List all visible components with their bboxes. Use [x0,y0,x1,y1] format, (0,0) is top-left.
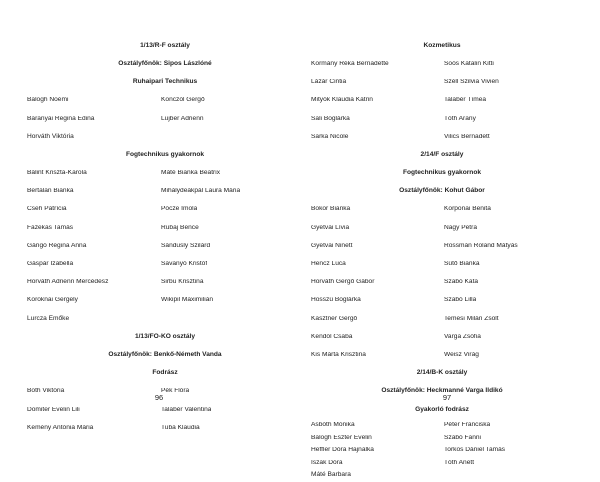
student-name: Bokor Bianka [311,206,351,213]
student-name-row [27,273,303,291]
student-name: Péter Franciska [444,421,491,428]
student-name: Bertalan Bianka [27,188,74,195]
student-name-row [311,92,573,110]
student-name-row [27,92,303,110]
student-name-row [311,457,573,470]
student-name: Nagy Petra [444,224,477,231]
student-name: Máté Barbara [311,471,351,479]
student-name: Tóth Anett [444,459,475,466]
left-page-number: 96 [154,393,164,402]
student-name-row [311,201,573,219]
student-name: Mihálydeákpál Laura Mária [161,188,241,195]
section-heading: Osztályfőnök: Sipos Lászlóné [118,59,212,67]
student-name: Balogh Eszter Evelin [311,434,372,441]
student-name: Szabó Kata [444,279,479,286]
section-heading: 1/13/R-F osztály [140,41,190,49]
section-heading: Osztályfőnök: Heckmanné Varga Ildikó [381,387,503,395]
student-name-row [311,419,573,432]
left-page [27,0,303,431]
student-name: Talabér Tímea [444,97,487,104]
student-name: Sütő Bianka [444,261,480,268]
section-heading: Fodrász [152,369,178,377]
student-name: Asbóth Mónika [311,421,355,428]
student-name-row [27,164,303,182]
section-heading: 2/14/B-K osztály [416,369,468,377]
student-name: Széll Szilvia Vivien [444,79,499,86]
student-name-row [27,401,303,419]
student-name: Sarka Nicole [311,133,349,140]
student-name: Both Viktória [27,388,65,395]
student-name-row [311,55,573,73]
student-name: Gángó Regina Anna [27,242,87,249]
student-name-row [311,444,573,457]
student-name-row [311,310,573,328]
student-name: Szabó Fanni [444,434,482,441]
student-name: Szabó Lilla [444,297,477,304]
student-name: Gáspár Izabella [27,261,74,268]
right-page-class-list [311,37,573,482]
student-name: Iszak Dóra [311,459,343,466]
student-name: Fazekas Tamás [27,224,74,231]
student-name: Hosszú Boglárka [311,297,361,304]
student-name: Korponai Benita [444,206,491,213]
student-name: Horváth Viktória [27,132,74,140]
student-name: Kasztner Gergő [311,315,358,322]
section-heading: Gyakorló fodrász [415,405,469,413]
student-name: Koroknai Gergely [27,297,78,304]
student-name: Sirbu Krisztina [161,279,204,286]
student-name-row [27,201,303,219]
student-name: Rossmán Roland Mátyás [444,242,518,249]
student-name-row [311,219,573,237]
student-name: Tóth Arany [444,115,476,122]
section-heading: Osztályfőnök: Kohut Gábor [399,187,485,195]
student-name: Kis Márta Krisztina [311,351,366,358]
student-name-row [311,110,573,128]
student-name: Kormány Réka Bernadette [311,60,389,67]
student-name-row [27,237,303,255]
student-name-row [27,255,303,273]
student-name-row [311,237,573,255]
student-name: Baranyai Regina Edina [27,115,95,122]
student-name-row [311,328,573,346]
student-name: Lujber Adrienn [161,115,204,122]
student-name-row [27,292,303,310]
section-heading: 2/14/F osztály [420,150,464,158]
student-name: Balogh Noémi [27,97,69,104]
section-heading: Osztályfőnök: Benkő-Németh Vanda [108,350,222,358]
student-name-row [311,346,573,364]
section-heading: Kozmetikus [423,41,461,49]
student-name: Cseh Patrícia [27,206,67,213]
student-name-row [27,110,303,128]
left-page-class-list [27,37,303,437]
student-name: Rubaj Bence [161,224,199,231]
student-name: Hencz Luca [311,261,346,268]
student-name: Horváth Adrienn Mercédesz [27,279,109,286]
student-name: Weisz Virág [444,351,479,358]
student-name-row [27,419,303,437]
section-heading: Fogtechnikus gyakornok [125,150,205,158]
student-name: Konczól Gergő [161,97,205,104]
student-name-row [311,128,573,146]
section-heading: Ruhaipari Technikus [132,78,198,86]
student-name: Horváth Gergő Gábor [311,279,375,286]
section-heading: Fogtechnikus gyakornok [402,169,482,177]
student-name-row [27,183,303,201]
student-name: Bálint Kriszta-Karola [27,170,87,177]
student-name-row [311,432,573,445]
student-name: Heffler Dóra Hajnalka [311,447,374,454]
student-name-row [27,219,303,237]
student-name: Vilics Bernadett [444,133,490,140]
student-name: Kendöl Csaba [311,333,353,340]
student-name: Gyetvai Lívia [311,224,350,231]
student-name: Varga Zsófia [444,333,481,340]
student-name: Gyetvai Ninett [311,242,353,249]
right-page-number: 97 [442,393,452,402]
student-name: Temesi Milán Zsolt [444,315,499,322]
student-name: Soós Katalin Kitti [444,60,494,67]
student-name: Wikipil Maximilián [161,297,214,304]
right-page [311,0,573,479]
student-name: Pócze Imola [161,206,198,213]
student-name: Domiter Evelin Lili [27,406,80,413]
student-name: Sándusly Szilárd [161,242,211,249]
student-name-row [311,73,573,91]
student-name: Mityók Klaudia Katrin [311,97,373,104]
student-name-row [311,273,573,291]
section-heading: 1/13/FO-KO osztály [134,332,196,340]
student-name: Torkos Dániel Tamás [444,447,506,454]
student-name: Savanyó Kristóf [161,261,208,268]
student-name: Máté Bianka Beatrix [161,170,221,177]
student-name: Pék Flóra [161,388,190,395]
student-name-row [311,292,573,310]
student-name: Lázár Cintia [311,79,347,86]
student-name: Tuba Klaudia [161,424,200,431]
student-name: Sali Boglárka [311,115,350,122]
student-name: Kemény Antónia Mária [27,424,94,431]
student-name: Lurcza Emőke [27,314,70,322]
student-name: Talabér Valentina [161,406,212,413]
student-name-row [311,255,573,273]
